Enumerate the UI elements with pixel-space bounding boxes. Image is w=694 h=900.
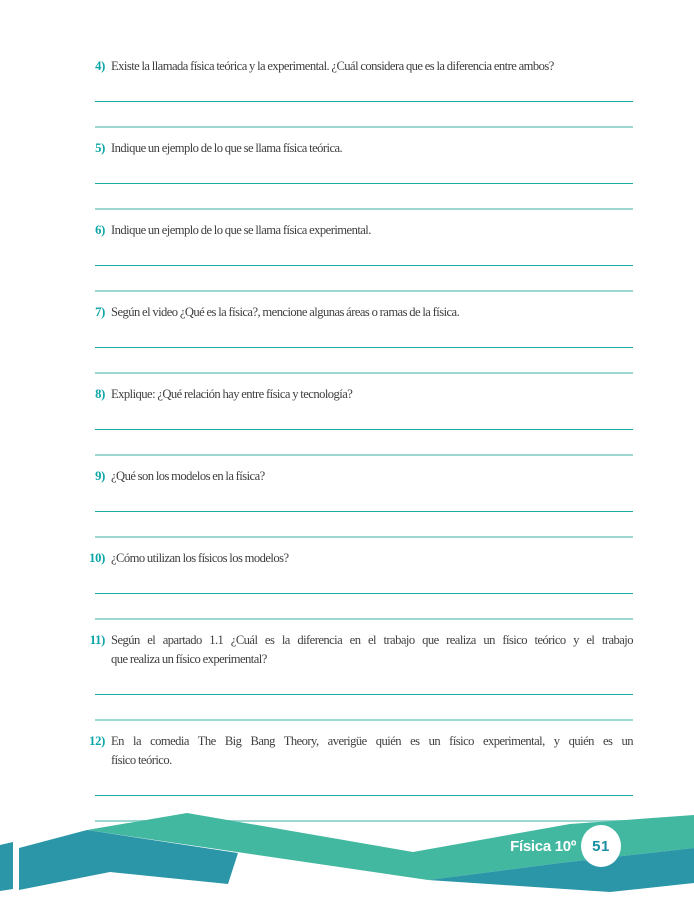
ribbon-left-strip — [0, 842, 13, 891]
question-number: 8) — [95, 387, 105, 401]
question-row — [81, 467, 633, 486]
answer-line — [95, 430, 633, 456]
answer-line — [95, 669, 633, 695]
question-number: 7) — [95, 305, 105, 319]
footer-course-label: Física 10º — [510, 838, 576, 855]
question-text: Existe la llamada física teórica y la experimental. ¿Cuál considera que es la diferencia entre ambos? — [111, 59, 554, 73]
question-block — [81, 385, 633, 456]
question-block — [81, 549, 633, 620]
question-text: Indique un ejemplo de lo que se llama física experimental. — [111, 223, 371, 237]
question-number: 9) — [95, 469, 105, 483]
question-block — [81, 139, 633, 210]
question-text: Según el video ¿Qué es la física?, mencione algunas áreas o ramas de la física. — [111, 305, 460, 319]
question-block — [81, 631, 633, 721]
answer-line — [95, 266, 633, 292]
question-text — [111, 631, 633, 669]
answer-line — [95, 348, 633, 374]
question-block — [81, 57, 633, 128]
answer-line — [95, 184, 633, 210]
question-number: 10) — [89, 551, 105, 565]
answer-line — [95, 102, 633, 128]
question-row — [81, 221, 633, 240]
question-text — [111, 732, 633, 770]
question-row — [81, 549, 633, 568]
answer-line — [95, 158, 633, 184]
answer-line — [95, 486, 633, 512]
question-row — [81, 139, 633, 158]
questions-area — [81, 57, 633, 833]
answer-line — [95, 404, 633, 430]
question-text: ¿Qué son los modelos en la física? — [111, 469, 265, 483]
answer-line — [95, 695, 633, 721]
question-block — [81, 221, 633, 292]
answer-line — [95, 568, 633, 594]
question-row — [81, 631, 633, 669]
question-number: 11) — [89, 633, 105, 647]
answer-line — [95, 512, 633, 538]
question-block — [81, 467, 633, 538]
question-row — [81, 732, 633, 770]
question-text-line: En la comedia The Big Bang Theory, averigüe quién es un físico experimental, y quién es un — [111, 734, 633, 748]
question-number: 6) — [95, 223, 105, 237]
question-text-line: que realiza un físico experimental? — [111, 652, 267, 666]
question-block — [81, 303, 633, 374]
question-row — [81, 385, 633, 404]
question-row — [81, 303, 633, 322]
question-number: 5) — [95, 141, 105, 155]
answer-line — [95, 770, 633, 796]
question-row — [81, 57, 633, 76]
question-text: Indique un ejemplo de lo que se llama física teórica. — [111, 141, 343, 155]
question-number: 12) — [89, 734, 105, 748]
question-text-line: Según el apartado 1.1 ¿Cuál es la diferencia en el trabajo que realiza un físico teórico y el trabajo — [111, 633, 633, 647]
answer-line — [95, 594, 633, 620]
answer-line — [95, 322, 633, 348]
question-number: 4) — [95, 59, 105, 73]
page-number: 51 — [592, 838, 610, 855]
question-text: ¿Cómo utilizan los físicos los modelos? — [111, 551, 289, 565]
answer-line — [95, 76, 633, 102]
answer-line — [95, 240, 633, 266]
question-text-line: físico teórico. — [111, 753, 172, 767]
footer-ribbon — [0, 800, 694, 900]
question-text: Explique: ¿Qué relación hay entre física y tecnología? — [111, 387, 353, 401]
